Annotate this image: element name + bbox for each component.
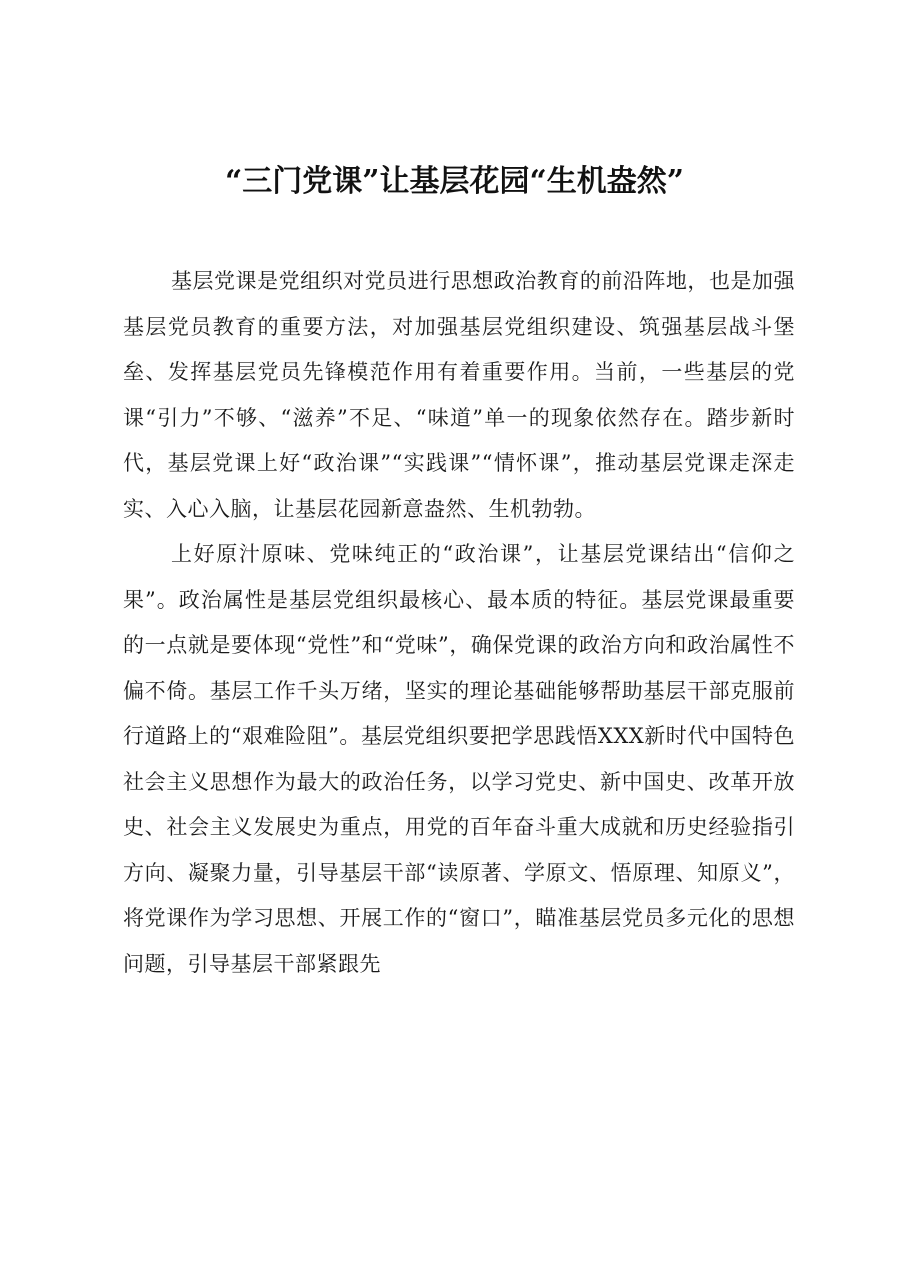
paragraph-1: 基层党课是党组织对党员进行思想政治教育的前沿阵地，也是加强基层党员教育的重要方法，对加强基层党组织建设、筑强基层战斗堡垒、发挥基层党员先锋模范作用有着重要作用。当前，一些基层的党课“引力”不够、“滋养”不足、“味道”单一的现象依然存在。踏步新时代，基层党课上好“政治课”“实践课”“情怀课”，推动基层党课走深走实、入心入脑，让基层花园新意盎然、生机勃勃。 bbox=[123, 269, 795, 521]
paragraph-2: 上好原汁原味、党味纯正的“政治课”，让基层党课结出“信仰之果”。政治属性是基层党组织最核心、最本质的特征。基层党课最重要的一点就是要体现“党性”和“党味”，确保党课的政治方向和政治属性不偏不倚。基层工作千头万绪，坚实的理论基础能够帮助基层干部克服前行道路上的“艰难险阻”。基层党组织要把学思践悟XXX新时代中国特色社会主义思想作为最大的政治任务，以学习党史、新中国史、改革开放史、社会主义发展史为重点，用党的百年奋斗重大成就和历史经验指引方向、凝聚力量，引导基层干部“读原著、学原文、悟原理、知原义”，将党课作为学习思想、开展工作的“窗口”，瞄准基层党员多元化的思想问题，引导基层干部紧跟先 bbox=[123, 542, 795, 976]
document-body bbox=[123, 259, 795, 987]
document-title: “三门党课”让基层花园“生机盎然” bbox=[224, 164, 685, 199]
